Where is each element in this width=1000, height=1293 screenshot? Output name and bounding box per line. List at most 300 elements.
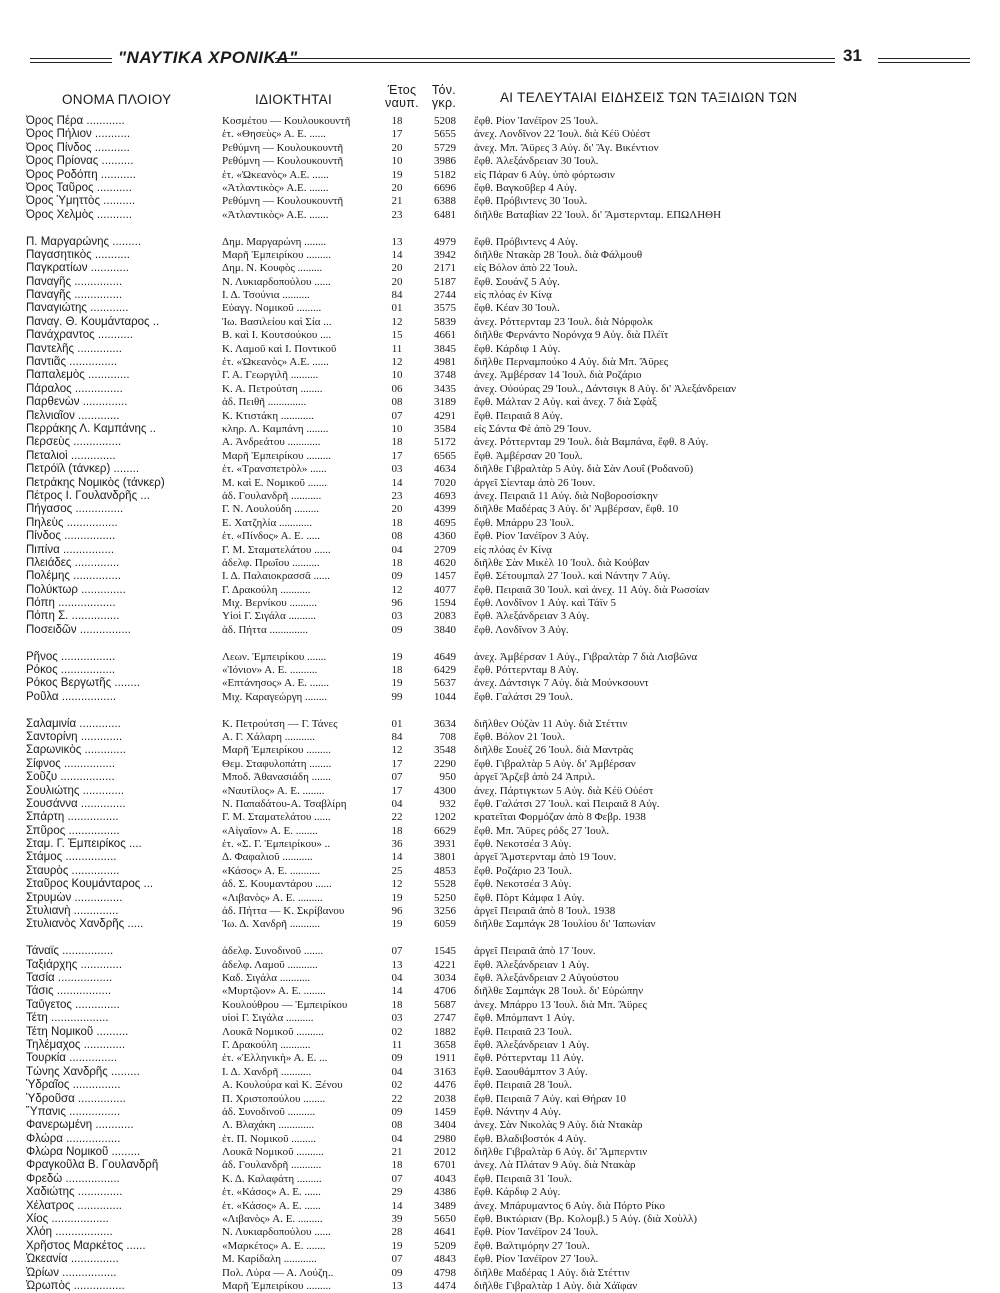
year-built: 12: [391, 583, 403, 596]
ship-name: Χέλατρος ..............: [26, 1199, 122, 1212]
owner: Ε. Χατζηλία ............: [222, 516, 313, 529]
voyage-news: διῆλθε Φερνάντο Νορόνχα 9 Αὐγ. διὰ Πλέϊτ: [474, 329, 669, 342]
tonnage: 5208: [434, 115, 456, 127]
year-built: 08: [391, 396, 403, 409]
tonnage: 3575: [434, 302, 456, 315]
year-built: 20: [391, 181, 403, 194]
owner: Μ. καὶ Ε. Νομικοῦ .......: [222, 476, 327, 489]
owner: Μιχ. Καραγεώργη ........: [222, 690, 328, 703]
year-built: 12: [391, 878, 403, 891]
owner: Μποδ. Ἀθανασιάδη .......: [222, 771, 331, 784]
tonnage: 5729: [434, 141, 456, 154]
ship-name: Σοῦζυ .................: [26, 771, 115, 784]
ship-name: Ὠκεανία ...............: [26, 1253, 119, 1266]
table-row: [26, 731, 976, 744]
table-row: [26, 289, 976, 302]
table-row: [26, 677, 976, 690]
year-built: 36: [391, 838, 403, 851]
voyage-news: εἰς Σάντα Φὲ ἀπὸ 29 Ἰουν.: [474, 422, 592, 435]
owner: Ρεθύμνη — Κουλουκουντῆ: [222, 155, 344, 168]
year-built: 17: [391, 128, 403, 141]
group-spacer: [26, 704, 976, 717]
tonnage: 2171: [434, 262, 456, 275]
voyage-news: ἔφθ. Ἀλεξάνδρειαν 30 Ἰουλ.: [474, 155, 599, 168]
owner: Γ. Μ. Σταματελάτου ......: [222, 811, 331, 824]
ship-name: Παρθενὼν ..............: [26, 396, 128, 409]
owner: «Αἰγαῖον» Α. Ε. ........: [222, 824, 318, 837]
year-built: 07: [391, 409, 403, 422]
voyage-news: εἰς Βόλον ἀπὸ 22 Ἰουλ.: [474, 262, 578, 275]
ship-name: Παγασητικὸς ...........: [26, 248, 130, 261]
ship-name: Σαλαμινία .............: [26, 717, 121, 730]
owner: «Ἰόνιον» Α. Ε. ..........: [222, 664, 318, 677]
ship-name: Ὠρίων .................: [26, 1266, 117, 1279]
tonnage: 3034: [434, 972, 456, 984]
year-built: 03: [391, 610, 403, 623]
table-row: [26, 557, 976, 570]
voyage-news: ἀνεχ. Ρόττερνταμ 23 Ἰουλ. διὰ Νόρφολκ: [474, 315, 654, 328]
year-built: 19: [391, 168, 403, 181]
owner: ἑτ. «Ὠκεανὸς» Α.Ε. ......: [222, 168, 329, 181]
owner: Μ. Καρίδαλη ............: [222, 1253, 317, 1266]
voyage-news: διῆλθε Μαδέρας 3 Αὐγ. δι' Ἀμβέρσαν, ἔφθ. 10: [474, 503, 679, 516]
table-row: [26, 262, 976, 275]
tonnage: 4798: [434, 1266, 456, 1279]
owner: «Επτάνησος» Α. Ε. .......: [222, 677, 330, 690]
voyage-news: ἔφθ. Μπάρρυ 23 Ἰουλ.: [474, 516, 574, 529]
owner: «Κάσος» Α. Ε. ...........: [222, 864, 321, 877]
tonnage: 5655: [434, 128, 456, 141]
voyage-news: ἔφθ. Γαλάτσι 29 Ἰουλ.: [474, 690, 573, 703]
ship-name: Πήγασος ...............: [26, 503, 124, 516]
owner: «Λιβανὸς» Α. Ε. .........: [222, 891, 323, 904]
ship-name: Όρος Πήλιον ...........: [26, 128, 131, 141]
table-row: [26, 1226, 976, 1239]
tonnage: 3658: [434, 1038, 456, 1051]
tonnage: 3634: [434, 717, 456, 730]
ship-name: Χρῆστος Μαρκέτος ......: [26, 1239, 146, 1252]
year-built: 02: [391, 1025, 403, 1038]
tonnage: 6481: [434, 208, 456, 221]
year-built: 01: [391, 717, 403, 730]
table-row: [26, 718, 976, 731]
tonnage: 3840: [434, 623, 456, 636]
owner: Ν. Λυκιαρδοπούλου ......: [222, 1226, 331, 1239]
ship-name: Σπάρτη ................: [26, 811, 119, 824]
owner: «Μαρκέτος» Α. Ε. .......: [222, 1239, 326, 1252]
year-built: 12: [391, 315, 403, 328]
tonnage: 708: [439, 730, 456, 743]
voyage-news: ἔφθ. Ἀμβέρσαν 20 Ἰουλ.: [474, 449, 583, 462]
col-header-name: ΟΝΟΜΑ ΠΛΟΙΟΥ: [62, 92, 172, 107]
col-header-year-line2: ναυπ.: [385, 96, 419, 110]
table-row: [26, 798, 976, 811]
table-row: [26, 1267, 976, 1280]
year-built: 12: [391, 356, 403, 369]
table-row: [26, 383, 976, 396]
owner: «Ἀτλαντικὸς» Α.Ε. .......: [222, 181, 329, 194]
ship-name: Όρος Ὑμηττὸς ..........: [26, 195, 136, 208]
ship-name: Πάραλος ...............: [26, 382, 123, 395]
year-built: 18: [391, 664, 403, 677]
table-row: [26, 1133, 976, 1146]
table-row: [26, 1026, 976, 1039]
owner: Α. Γ. Χάλαρη ...........: [222, 730, 316, 743]
ship-name: Όρος Χελμὸς ...........: [26, 208, 133, 221]
table-row: [26, 209, 976, 222]
owner: Ν. Παπαδάτου-Α. Τσαβλίρη: [222, 797, 347, 810]
table-row: [26, 276, 976, 289]
year-built: 07: [391, 1253, 403, 1266]
year-built: 09: [391, 1266, 403, 1279]
ship-name: Ρόκος .................: [26, 664, 116, 677]
ship-name: Παναγ. Θ. Κουμάνταρος ..: [26, 315, 160, 328]
owner: Γ. Μ. Σταματελάτου ......: [222, 543, 331, 556]
table-row: [26, 423, 976, 436]
year-built: 20: [391, 141, 403, 154]
publication-title: "ΝΑΥΤΙΚΑ ΧΡΟΝΙΚΑ": [118, 48, 298, 67]
voyage-news: ἔφθ. Ροζάριο 23 Ἰουλ.: [474, 864, 572, 877]
table-row: [26, 959, 976, 972]
year-built: 14: [391, 476, 403, 489]
voyage-news: ἀργεῖ Πειραιᾶ ἀπὸ 8 Ἰουλ. 1938: [474, 905, 616, 918]
table-row: [26, 236, 976, 249]
table-row: [26, 477, 976, 490]
tonnage: 3942: [434, 248, 456, 261]
voyage-news: διῆλθε Σουὲζ 26 Ἰουλ. διὰ Μαντρὰς: [474, 744, 634, 757]
header-rule: [878, 58, 970, 59]
page-number: 31: [843, 46, 862, 65]
table-row: [26, 195, 976, 208]
year-built: 14: [391, 1199, 403, 1212]
tonnage: 3548: [434, 744, 456, 757]
voyage-news: ἔφθ. Ρίον Ἰανέϊρον 25 Ἰουλ.: [474, 115, 599, 127]
year-built: 09: [391, 570, 403, 583]
ship-name: Σουλιώτης .............: [26, 784, 125, 797]
owner: Ρεθύμνη — Κουλουκουντῆ: [222, 195, 344, 208]
voyage-news: ἔφθ. Νεκοτσέα 3 Αὐγ.: [474, 838, 572, 851]
ship-name: Πολύκτωρ ..............: [26, 583, 126, 596]
owner: Ἰω. Δ. Χανδρῆ ...........: [222, 918, 320, 931]
owner: ἀδ. Πήττα ..............: [222, 623, 308, 636]
tonnage: 4649: [434, 650, 456, 663]
table-row: [26, 758, 976, 771]
tonnage: 4300: [434, 784, 456, 797]
year-built: 08: [391, 1119, 403, 1132]
owner: κληρ. Λ. Καμπάνη ........: [222, 422, 329, 435]
table-row: [26, 1052, 976, 1065]
ship-name: Παντελῆς ..............: [26, 342, 122, 355]
table-row: [26, 1186, 976, 1199]
tonnage: 1545: [434, 945, 456, 958]
year-built: 19: [391, 918, 403, 931]
voyage-news: ἔφθ. Λονδῖνον 3 Αὐγ.: [474, 623, 569, 636]
owner: ἑτ. «Πίνδος» Α. Ε. .....: [222, 530, 321, 543]
owner: Μαρῆ Ἐμπειρίκου .........: [222, 248, 331, 261]
table-row: [26, 878, 976, 891]
tonnage: 5182: [434, 168, 456, 181]
tonnage: 2290: [434, 757, 456, 770]
table-row: [26, 865, 976, 878]
header-rule: [275, 62, 835, 63]
table-row: [26, 1213, 976, 1226]
tonnage: 4853: [434, 864, 456, 877]
year-built: 18: [391, 115, 403, 127]
owner: ἑτ. «Ὠκεανὸς» Α.Ε. ......: [222, 356, 329, 369]
owner: Λουκᾶ Νομικοῦ ..........: [222, 1025, 324, 1038]
ship-name: Όρος Πίνδος ...........: [26, 141, 130, 154]
owner: Κ. Πετρούτση — Γ. Τάνες: [222, 717, 338, 730]
tonnage: 5637: [434, 677, 456, 690]
tonnage: 2038: [434, 1092, 456, 1105]
table-row: [26, 785, 976, 798]
table-row: [26, 570, 976, 583]
year-built: 18: [391, 824, 403, 837]
ship-name: Ποσειδῶν ................: [26, 623, 131, 636]
tonnage: 3256: [434, 905, 456, 918]
voyage-news: ἀνεχ. Σὰν Νικολὰς 9 Αὐγ. διὰ Ντακὰρ: [474, 1119, 643, 1132]
owner: Κουλούθρου — Ἐμπειρίκου: [222, 998, 348, 1011]
voyage-news: ἔφθ. Πειραιᾶ 7 Αὐγ. καὶ Θήραν 10: [474, 1092, 626, 1105]
owner: ἑτ. «Ἑλληνικὴ» Α. Ε. ...: [222, 1052, 328, 1065]
ship-name: Παναγῆς ...............: [26, 275, 123, 288]
table-row: [26, 691, 976, 704]
table-row: [26, 584, 976, 597]
table-row: [26, 450, 976, 463]
ship-name: Πεταλιοὶ ..............: [26, 449, 116, 462]
voyage-news: ἔφθ. Ρίον Ἰανέϊρον 27 Ἰουλ.: [474, 1253, 599, 1266]
owner: Μαρῆ Ἐμπειρίκου .........: [222, 744, 331, 757]
ship-name: Χλόη ..................: [26, 1226, 113, 1239]
tonnage: 3404: [434, 1119, 456, 1132]
voyage-news: ἔφθ. Γαλάτσι 27 Ἰουλ. καὶ Πειραιᾶ 8 Αὐγ.: [474, 797, 660, 810]
col-header-news: ΑΙ ΤΕΛΕΥΤΑΙΑΙ ΕΙΔΗΣΕΙΣ ΤΩΝ ΤΑΞΙΔΙΩΝ ΤΩΝ: [500, 90, 798, 105]
tonnage: 1202: [434, 811, 456, 824]
year-built: 23: [391, 489, 403, 502]
owner: Πολ. Λύρα — Α. Λούζη..: [222, 1266, 334, 1279]
voyage-news: ἔφθ. Λονδῖνον 1 Αὐγ. καὶ Τάϊν 5: [474, 597, 616, 610]
voyage-news: ἔφθ. Βαλτιμόρην 27 Ἰουλ.: [474, 1239, 590, 1252]
table-row: [26, 597, 976, 610]
owner: Α. Κουλούρα καὶ Κ. Ξένου: [222, 1079, 343, 1092]
tonnage: 4043: [434, 1172, 456, 1185]
voyage-news: ἔφθ. Μάλταν 2 Αὐγ. καὶ ἀνεχ. 7 διὰ Σφὰξ: [474, 396, 657, 409]
col-header-ton-line1: Τόν.: [431, 83, 457, 97]
owner: ἑτ. Π. Νομικοῦ .........: [222, 1132, 317, 1145]
year-built: 09: [391, 1052, 403, 1065]
voyage-news: ἔφθ. Ἀλεξάνδρειαν 1 Αὐγ.: [474, 958, 590, 971]
voyage-news: ἀνεχ. Πειραιᾶ 11 Αὐγ. διὰ Νοβοροσίσκην: [474, 489, 658, 502]
table-row: [26, 1200, 976, 1213]
year-built: 19: [391, 677, 403, 690]
table-row: [26, 530, 976, 543]
year-built: 13: [391, 958, 403, 971]
tonnage: 4474: [434, 1279, 456, 1292]
table-row: [26, 771, 976, 784]
voyage-news: διῆλθε Γιβραλτὰρ 6 Αὐγ. δι' Ἄμπερντιν: [474, 1146, 648, 1159]
voyage-news: ἔφθ. Ρίον Ἰανέϊρον 24 Ἰουλ.: [474, 1226, 599, 1239]
owner: Ι. Δ. Χανδρῆ ...........: [222, 1065, 312, 1078]
owner: Εὐαγγ. Νομικοῦ .........: [222, 302, 322, 315]
year-built: 25: [391, 864, 403, 877]
owner: ἑτ. «Τρανσπετρὸλ» ......: [222, 463, 327, 476]
group-spacer: [26, 637, 976, 650]
ship-name: Πέτρος Ι. Γουλανδρῆς ...: [26, 489, 150, 502]
ship-name: Πόπη ..................: [26, 597, 116, 610]
owner: Κοσμέτου — Κουλουκουντῆ: [222, 115, 351, 127]
ship-name: Ὕπανις ................: [26, 1105, 121, 1118]
year-built: 23: [391, 208, 403, 221]
table-row: [26, 356, 976, 369]
voyage-news: διῆλθε Σαμπάγκ 28 Ἰουλίου δι' Ἰαπωνίαν: [474, 918, 656, 931]
ship-name: Σταμ. Γ. Ἐμπειρίκος ....: [26, 838, 142, 851]
tonnage: 6696: [434, 181, 456, 194]
voyage-news: ἔφθ. Σαουθάμπτον 3 Αὐγ.: [474, 1065, 588, 1078]
voyage-news: διῆλθεν Οὐζὰν 11 Αὐγ. διὰ Στέττιν: [474, 717, 628, 730]
year-built: 02: [391, 1079, 403, 1092]
table-row: [26, 1146, 976, 1159]
year-built: 19: [391, 650, 403, 663]
table-row: [26, 517, 976, 530]
tonnage: 4706: [434, 985, 456, 998]
voyage-news: ἀνεχ. Λονδῖνον 22 Ἰουλ. διὰ Κέϋ Οὐέστ: [474, 128, 651, 141]
table-row: [26, 892, 976, 905]
ship-name: Σταυρὸς ...............: [26, 864, 120, 877]
voyage-news: διῆλθε Ντακὰρ 28 Ἰουλ. διὰ Φάλμουθ: [474, 248, 643, 261]
group-spacer: [26, 932, 976, 945]
table-row: [26, 1106, 976, 1119]
owner: Κ. Α. Πετρούτση ........: [222, 382, 323, 395]
tonnage: 5528: [434, 878, 456, 891]
ship-name: Σταῦρος Κουμάνταρος ...: [26, 878, 154, 891]
owner: Ι. Δ. Τσούνια ..........: [222, 289, 310, 302]
year-built: 03: [391, 1012, 403, 1025]
table-row: [26, 503, 976, 516]
owner: Γ. Α. Γεωργιλῆ ..........: [222, 369, 319, 382]
col-header-ton-line2: γκρ.: [431, 96, 457, 110]
table-row: [26, 825, 976, 838]
table-row: [26, 744, 976, 757]
year-built: 09: [391, 623, 403, 636]
year-built: 84: [391, 730, 403, 743]
col-header-owner: ΙΔΙΟΚΤΗΤΑΙ: [255, 92, 333, 107]
table-row: [26, 610, 976, 623]
table-row: [26, 169, 976, 182]
ship-name: Τάσις .................: [26, 985, 112, 998]
tonnage: 1594: [434, 597, 456, 610]
owner: Ἰω. Βασιλείου καὶ Σία ...: [222, 315, 332, 328]
table-row: [26, 142, 976, 155]
owner: Δημ. Μαργαρώνη ........: [222, 235, 327, 248]
header-rule: [275, 58, 835, 59]
voyage-news: ἔφθ. Πειραιᾶ 30 Ἰουλ. καὶ ἀνεχ. 11 Αὐγ. διὰ Ρωσσίαν: [474, 583, 710, 596]
voyage-news: κρατεῖται Φορμόζαν ἀπὸ 8 Φεβρ. 1938: [474, 811, 646, 824]
tonnage: 1457: [434, 570, 456, 583]
voyage-news: ἔφθ. Πειραιᾶ 23 Ἰουλ.: [474, 1025, 572, 1038]
year-built: 99: [391, 690, 403, 703]
ship-name: Τηλέμαχος .............: [26, 1038, 126, 1051]
table-row: [26, 651, 976, 664]
ship-name: Τασία .................: [26, 972, 113, 984]
voyage-news: διῆλθε Βαταβίαν 22 Ἰουλ. δι' Ἄμστερνταμ. ΕΠΩΛΗΘΗ: [474, 208, 722, 221]
ship-name: Ὑδροῦσα ...............: [26, 1092, 126, 1105]
voyage-news: ἀργεῖ Πειραιᾶ ἀπὸ 17 Ἰουν.: [474, 945, 596, 958]
ship-name: Στυλιανὴ ..............: [26, 905, 119, 918]
ship-name: Φανερωμένη ............: [26, 1119, 134, 1132]
col-header-tonnage: [424, 84, 464, 110]
year-built: 19: [391, 1239, 403, 1252]
tonnage: 3435: [434, 382, 456, 395]
year-built: 12: [391, 744, 403, 757]
owner: ἑτ. «Κάσος» Α. Ε. ......: [222, 1199, 321, 1212]
ship-name: Πηλεὺς ................: [26, 516, 118, 529]
ship-name: Τουρκία ...............: [26, 1052, 118, 1065]
tonnage: 2744: [434, 289, 456, 302]
ship-name: Φλώρα Νομικοῦ .........: [26, 1146, 141, 1159]
ship-name: Πλειάδες ..............: [26, 556, 120, 569]
voyage-news: ἀνεχ. Οὐούρας 29 Ἰουλ., Δάντσιγκ 8 Αὐγ. δι' Ἀλεξάνδρειαν: [474, 382, 736, 395]
table-row: [26, 999, 976, 1012]
table-row: [26, 972, 976, 985]
owner: Κ. Κτιστάκη ............: [222, 409, 314, 422]
voyage-news: διῆλθε Γιβραλτὰρ 1 Αὐγ. διὰ Χάϊφαν: [474, 1279, 638, 1292]
year-built: 10: [391, 369, 403, 382]
tonnage: 4979: [434, 235, 456, 248]
owner: ἀδ. Γουλανδρῆ ...........: [222, 489, 322, 502]
tonnage: 3189: [434, 396, 456, 409]
tonnage: 2012: [434, 1146, 456, 1159]
ship-name: Τέτη ..................: [26, 1012, 109, 1025]
ship-name: Ταΰγετος ..............: [26, 998, 120, 1011]
table-row: [26, 1066, 976, 1079]
year-built: 18: [391, 436, 403, 449]
ship-name: Πετρόϊλ (τάνκερ) ........: [26, 463, 140, 476]
tonnage: 4693: [434, 489, 456, 502]
voyage-news: ἔφθ. Ρίον Ἰανέϊρον 3 Αὐγ.: [474, 530, 589, 543]
table-row: [26, 369, 976, 382]
table-row: [26, 302, 976, 315]
year-built: 28: [391, 1226, 403, 1239]
ship-name: Τώνης Χανδρῆς .........: [26, 1065, 140, 1078]
voyage-news: ἔφθ. Σουάνζ 5 Αὐγ.: [474, 275, 560, 288]
tonnage: 2083: [434, 610, 456, 623]
group-spacer: [26, 222, 976, 235]
owner: Δημ. Ν. Κουφὸς .........: [222, 262, 323, 275]
voyage-news: ἔφθ. Σέτουμπαλ 27 Ἰουλ. καὶ Νάντην 7 Αὐγ.: [474, 570, 671, 583]
tonnage: 4221: [434, 958, 456, 971]
tonnage: 4399: [434, 503, 456, 516]
tonnage: 6629: [434, 824, 456, 837]
year-built: 18: [391, 516, 403, 529]
tonnage: 1044: [434, 690, 456, 703]
voyage-news: ἔφθ. Νεκοτσέα 3 Αὐγ.: [474, 878, 572, 891]
table-row: [26, 249, 976, 262]
ship-name: Όρος Πέρα ............: [26, 115, 125, 127]
year-built: 04: [391, 543, 403, 556]
owner: Π. Χριστοπούλου ........: [222, 1092, 326, 1105]
year-built: 84: [391, 289, 403, 302]
ship-name: Χίος ..................: [26, 1213, 109, 1226]
owner: Κ. Δ. Καλαφάτη .........: [222, 1172, 322, 1185]
owner: Υἱοὶ Γ. Σιγάλα ..........: [222, 610, 316, 623]
owner: Μαρῆ Ἐμπειρίκου .........: [222, 1279, 331, 1292]
year-built: 21: [391, 195, 403, 208]
tonnage: 3931: [434, 838, 456, 851]
owner: υἱοὶ Γ. Σιγάλα ..........: [222, 1012, 314, 1025]
tonnage: 5650: [434, 1213, 456, 1226]
year-built: 15: [391, 329, 403, 342]
tonnage: 4634: [434, 463, 456, 476]
